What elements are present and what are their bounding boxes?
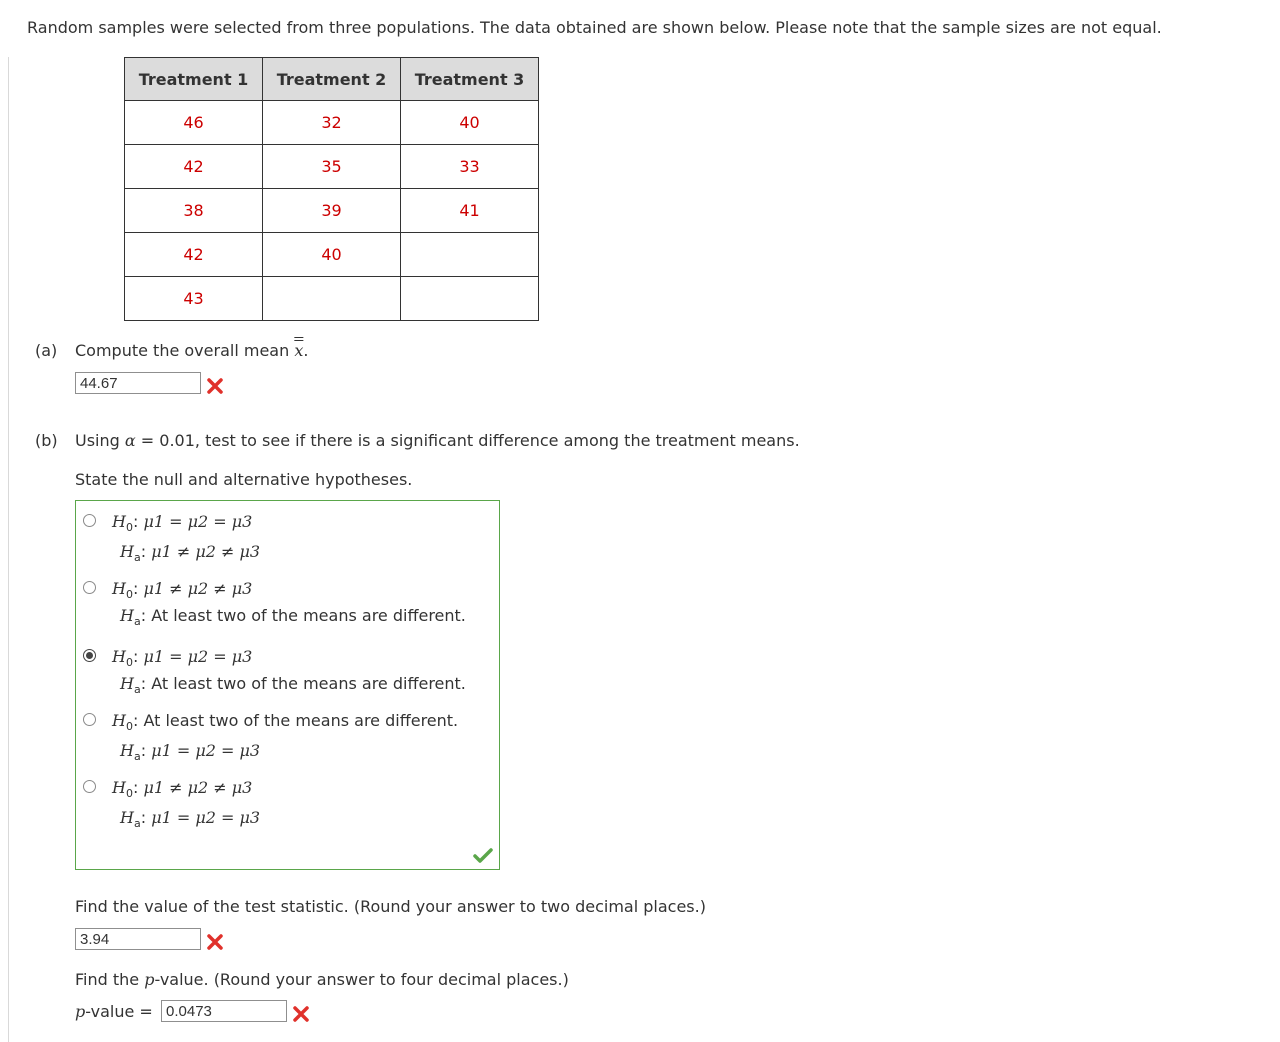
- option-ha-line: $H_a$: μ1 = μ2 = μ3: [120, 808, 261, 831]
- correct-check-icon: [473, 847, 493, 863]
- part-b-prompt-prefix: Using: [75, 431, 120, 450]
- table-cell: 32: [263, 101, 401, 145]
- option-ha-line: $H_a$: At least two of the means are different.: [120, 674, 466, 697]
- part-a-label: (a): [35, 341, 58, 360]
- radio-button-selected[interactable]: [83, 649, 96, 662]
- pvalue-label: p-value =: [75, 1002, 153, 1021]
- table-cell: 38: [125, 189, 263, 233]
- option-h0-text: μ1 ≠ μ2 ≠ μ3: [143, 579, 253, 598]
- table-row: [125, 277, 539, 321]
- part-a-prompt: Compute the overall mean x.: [75, 341, 309, 360]
- pvalue-input[interactable]: [161, 1000, 287, 1022]
- incorrect-x-icon: [206, 377, 224, 395]
- part-b-prompt-suffix: = 0.01, test to see if there is a significant difference among the treatment means.: [140, 431, 800, 450]
- table-cell: 33: [401, 145, 539, 189]
- table-cell: 42: [125, 145, 263, 189]
- table-cell: 42: [125, 233, 263, 277]
- option-ha-text: At least two of the means are different.: [151, 606, 466, 625]
- alpha-symbol: α: [124, 431, 136, 450]
- table-cell: [401, 277, 539, 321]
- option-ha-line: $H_a$: μ1 = μ2 = μ3: [120, 741, 261, 764]
- table-header: Treatment 1: [125, 58, 263, 101]
- radio-button[interactable]: [83, 514, 96, 527]
- table-cell: 46: [125, 101, 263, 145]
- option-h0-line: $H_0$: μ1 ≠ μ2 ≠ μ3: [112, 778, 253, 801]
- table-header: Treatment 3: [401, 58, 539, 101]
- table-header: Treatment 2: [263, 58, 401, 101]
- option-ha-line: $H_a$: At least two of the means are different.: [120, 606, 466, 629]
- table-cell: 43: [125, 277, 263, 321]
- pvalue-prompt: Find the p-value. (Round your answer to four decimal places.): [75, 970, 569, 989]
- option-ha-line: $H_a$: μ1 ≠ μ2 ≠ μ3: [120, 542, 261, 565]
- hypotheses-choice-group: [75, 500, 500, 870]
- test-statistic-input[interactable]: [75, 928, 201, 950]
- option-ha-text: μ1 = μ2 = μ3: [151, 808, 261, 827]
- table-cell: 41: [401, 189, 539, 233]
- table-cell: [263, 277, 401, 321]
- table-cell: [401, 233, 539, 277]
- option-h0-text: μ1 ≠ μ2 ≠ μ3: [143, 778, 253, 797]
- part-a-prompt-text: Compute the overall mean: [75, 341, 290, 360]
- table-row: [125, 101, 539, 145]
- table-header-row: [125, 58, 539, 101]
- option-ha-text: At least two of the means are different.: [151, 674, 466, 693]
- overall-mean-symbol: x: [294, 341, 304, 360]
- option-ha-text: μ1 ≠ μ2 ≠ μ3: [151, 542, 261, 561]
- option-h0-text: μ1 = μ2 = μ3: [143, 512, 253, 531]
- radio-button[interactable]: [83, 713, 96, 726]
- incorrect-x-icon: [206, 933, 224, 951]
- hypotheses-prompt: State the null and alternative hypotheses.: [75, 470, 413, 489]
- overall-mean-input[interactable]: [75, 372, 201, 394]
- data-table: [124, 57, 539, 321]
- table-cell: 40: [263, 233, 401, 277]
- left-divider: [8, 57, 9, 1042]
- option-ha-text: μ1 = μ2 = μ3: [151, 741, 261, 760]
- part-b-label: (b): [35, 431, 58, 450]
- option-h0-line: $H_0$: μ1 = μ2 = μ3: [112, 647, 253, 670]
- problem-intro: Random samples were selected from three populations. The data obtained are shown below. Please note that the sample sizes are not equal.: [27, 18, 1162, 37]
- table-row: [125, 145, 539, 189]
- option-h0-text: At least two of the means are different.: [143, 711, 459, 730]
- table-cell: 39: [263, 189, 401, 233]
- test-statistic-prompt: Find the value of the test statistic. (Round your answer to two decimal places.): [75, 897, 706, 916]
- table-cell: 40: [401, 101, 539, 145]
- incorrect-x-icon: [292, 1005, 310, 1023]
- table-row: [125, 233, 539, 277]
- option-h0-line: $H_0$: At least two of the means are different.: [112, 711, 459, 734]
- table-row: [125, 189, 539, 233]
- part-b-prompt: [75, 430, 800, 452]
- radio-button[interactable]: [83, 780, 96, 793]
- option-h0-line: $H_0$: μ1 ≠ μ2 ≠ μ3: [112, 579, 253, 602]
- option-h0-line: $H_0$: μ1 = μ2 = μ3: [112, 512, 253, 535]
- radio-button[interactable]: [83, 581, 96, 594]
- option-h0-text: μ1 = μ2 = μ3: [143, 647, 253, 666]
- table-cell: 35: [263, 145, 401, 189]
